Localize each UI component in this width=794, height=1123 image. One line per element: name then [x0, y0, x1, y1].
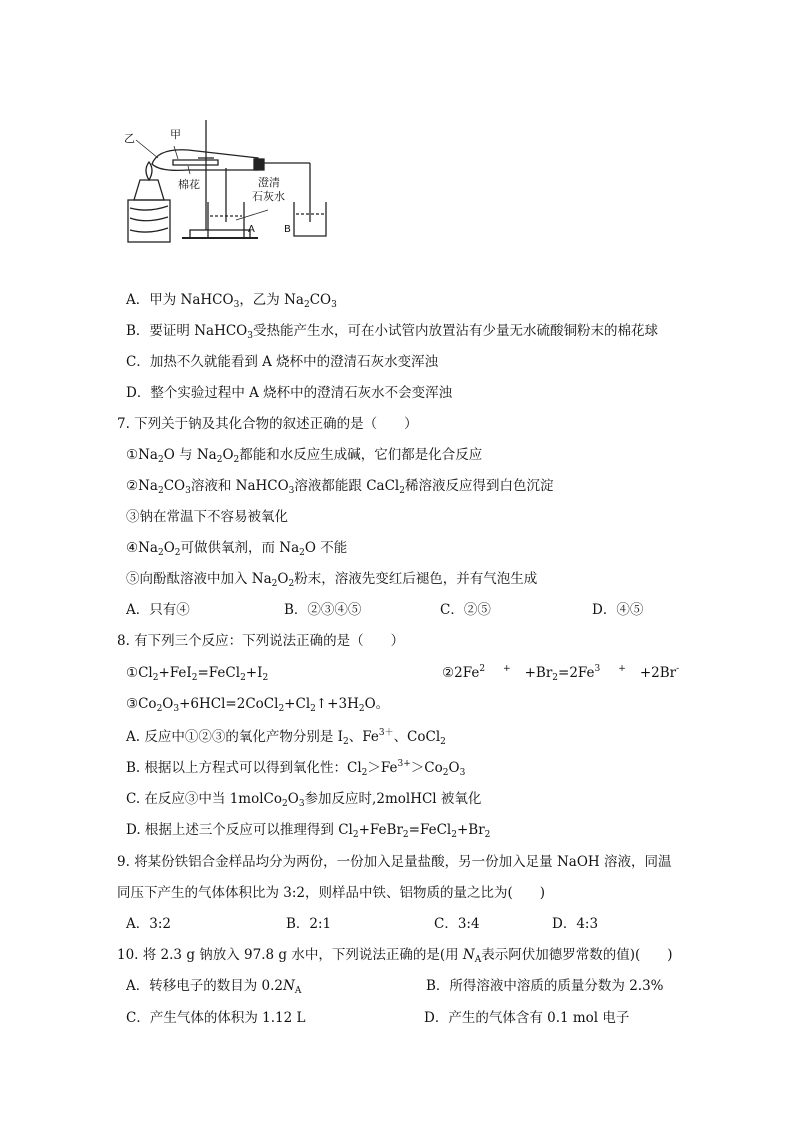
q7-option-a[interactable]: A．只有④ — [126, 602, 190, 618]
q7-option-c[interactable]: C．②⑤ — [440, 602, 491, 618]
label-beaker-a: A — [248, 224, 255, 235]
q9-stem-line-1: 9. 将某份铁铝合金样品均分为两份，一份加入足量盐酸，另一份加入足量 NaOH 溶液，同温 — [117, 854, 672, 870]
q9-option-b[interactable]: B．2:1 — [286, 916, 332, 932]
q7-statement-3: ③钠在常温下不容易被氧化 — [126, 509, 288, 525]
q8-option-b[interactable]: B. 根据以上方程式可以得到氧化性：$Cl_2>Fe^{3+}>Co_2O_3$ — [126, 759, 466, 778]
q6-option-b[interactable]: B．要证明 NaHCO$_3$受热能产生水，可在小试管内放置沾有少量无水硫酸铜粉末的棉花球 — [126, 323, 658, 341]
q10-option-c[interactable]: C．产生气体的体积为 1.12 L — [126, 1010, 306, 1026]
q8-option-a[interactable]: A. 反应中①②③的氧化产物分别是 $I_2$、$Fe^{3+}$、CoCl$_2$ — [126, 728, 446, 747]
q8-stem: 8. 有下列三个反应：下列说法正确的是（ ） — [117, 633, 405, 649]
q9-option-c[interactable]: C．3:4 — [434, 916, 480, 932]
q9-stem-line-2: 同压下产生的气体体积比为 3:2，则样品中铁、铝物质的量之比为( ) — [117, 885, 546, 901]
q8-option-d[interactable]: D. 根据上述三个反应可以推理得到 $Cl_2+FeBr_2=FeCl_2+Br_2$ — [126, 822, 491, 840]
q7-statement-4: $④Na_2O_2$可做供氧剂，而 $Na_2O$ 不能 — [126, 540, 348, 558]
q8-reaction-2: ②2Fe$^2$ $^+ +Br_2=2Fe^3$ + +2Br- — [442, 664, 680, 683]
q8-reaction-1: $①Cl_2+FeI_2=FeCl_2+I_2$ — [126, 665, 269, 683]
apparatus-figure — [118, 118, 328, 246]
label-jia: 甲 — [170, 128, 181, 141]
q7-statement-5: ⑤向酚酞溶液中加入 $Na_2O_2$粉末，溶液先变红后褪色，并有气泡生成 — [126, 571, 538, 589]
q7-statement-1: $①Na_2O$ 与 $Na_2O_2$都能和水反应生成碱，它们都是化合反应 — [126, 447, 483, 465]
q9-option-a[interactable]: A．3:2 — [126, 916, 171, 932]
q8-option-c[interactable]: C. 在反应③中当 $1molCo_2O_3$参加反应时,2molHCl 被氧化 — [126, 791, 482, 809]
q10-option-d[interactable]: D．产生的气体含有 0.1 mol 电子 — [424, 1010, 630, 1026]
q9-option-d[interactable]: D．4:3 — [552, 916, 599, 932]
q10-stem: 10. 将 2.3 g 钠放入 97.8 g 水中，下列说法正确的是(用 $N_A$表示阿伏加德罗常数的值)( ) — [117, 947, 673, 965]
q6-option-a[interactable]: A．甲为 NaHCO$_3$，乙为 $Na_2CO_3$ — [126, 292, 337, 310]
label-limewater-2: 石灰水 — [252, 190, 285, 203]
label-beaker-b: B — [284, 224, 291, 235]
q10-option-b[interactable]: B．所得溶液中溶质的质量分数为 2.3% — [426, 978, 664, 994]
q8-reaction-3: $③Co_2O_3+6HCl=2CoCl_2+Cl_2↑+3H_2O$。 — [126, 696, 390, 714]
q6-option-d[interactable]: D．整个实验过程中 A 烧杯中的澄清石灰水不会变浑浊 — [126, 385, 453, 401]
q7-option-d[interactable]: D．④⑤ — [592, 602, 644, 618]
label-yi: 乙 — [124, 132, 135, 145]
label-limewater-1: 澄清 — [258, 176, 280, 189]
q10-option-a[interactable]: A．转移电子的数目为 $0.2N_A$ — [126, 978, 302, 996]
label-cotton: 棉花 — [178, 178, 200, 191]
q7-option-b[interactable]: B．②③④⑤ — [284, 602, 362, 618]
q6-option-c[interactable]: C．加热不久就能看到 A 烧杯中的澄清石灰水变浑浊 — [126, 354, 439, 370]
q7-stem: 7. 下列关于钠及其化合物的叙述正确的是（ ） — [117, 416, 418, 432]
q7-statement-2: $②Na_2CO_3$溶液和 NaHCO$_3$溶液都能跟 CaCl$_2$稀溶液反应得到白色沉淀 — [126, 478, 554, 496]
